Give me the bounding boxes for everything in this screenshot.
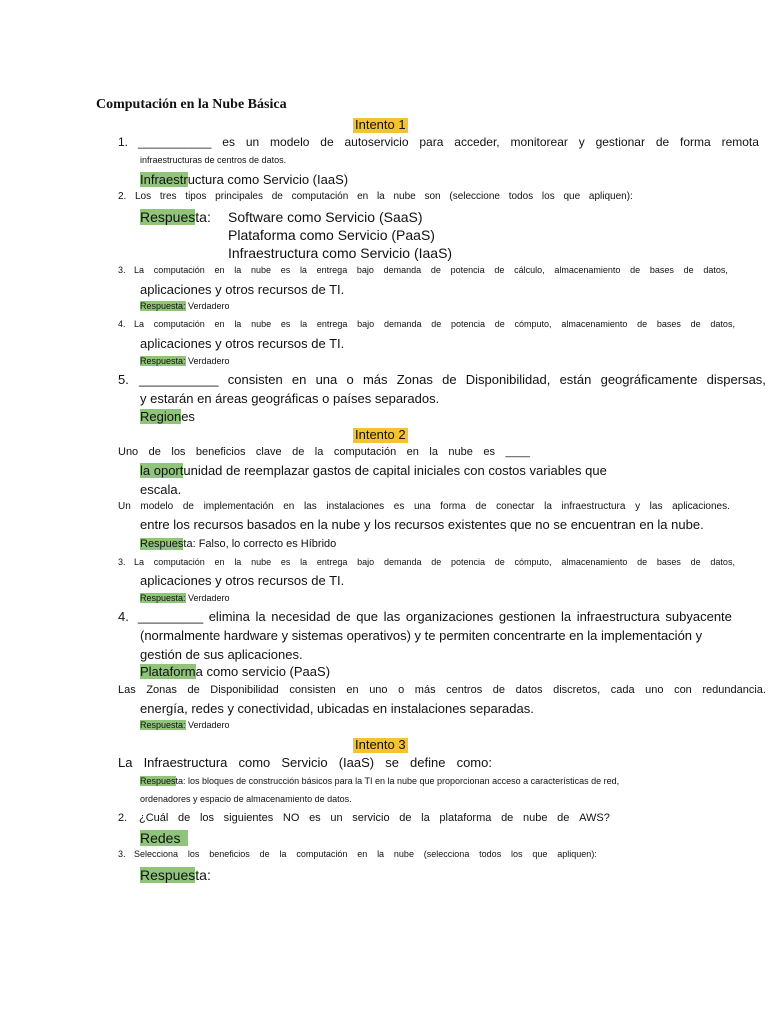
i1-q1-answer xyxy=(140,173,348,188)
word: ____ xyxy=(505,446,530,458)
word: de xyxy=(501,812,514,824)
i1-q2-answer-1: Software como Servicio (SaaS) xyxy=(228,209,423,225)
word: bajo xyxy=(357,557,375,567)
word: y xyxy=(635,501,641,512)
word: elimina xyxy=(208,609,250,624)
word: discretos, xyxy=(553,684,601,696)
word: clave xyxy=(255,446,282,458)
i2-q2-question xyxy=(118,501,730,513)
word: demanda xyxy=(383,265,422,275)
word: demanda xyxy=(383,557,422,567)
word: nube xyxy=(448,446,473,458)
i1-q5-number: 5. xyxy=(118,372,129,387)
word: están xyxy=(559,372,592,387)
i3-q2-answer xyxy=(140,830,188,846)
i1-q3-continuation: aplicaciones y otros recursos de TI. xyxy=(140,282,345,297)
i1-q1-number: 1. xyxy=(118,135,129,149)
word: almacenamiento xyxy=(561,557,628,567)
i3-q2-question xyxy=(139,812,610,825)
i2-q3-continuation: aplicaciones y otros recursos de TI. xyxy=(140,573,345,588)
i1-q2-question xyxy=(135,191,633,203)
answer-highlight: Respues xyxy=(140,776,176,786)
word: La xyxy=(134,265,145,275)
word: bases xyxy=(656,319,681,329)
i3-q3-answer-label xyxy=(140,867,211,883)
word: un xyxy=(245,135,260,149)
answer-text: ta: xyxy=(195,209,211,225)
word: es xyxy=(280,265,291,275)
word: la xyxy=(255,609,266,624)
answer-highlight: Redes xyxy=(140,830,188,846)
word: de xyxy=(336,609,351,624)
word: infraestructura xyxy=(561,501,626,512)
i2-q4-number: 4. xyxy=(118,609,129,624)
word: la xyxy=(279,849,287,859)
word: la xyxy=(544,501,552,512)
i2-q1-question xyxy=(118,446,530,459)
word: de xyxy=(187,684,200,696)
answer-text: uctura como Servicio (IaaS) xyxy=(187,172,349,187)
i2-q4-continuation: (normalmente hardware y sistemas operativos) y te permiten concentrarte en la implementación y xyxy=(140,628,703,643)
word: Uno xyxy=(118,446,139,458)
word: consisten xyxy=(289,684,336,696)
word: los xyxy=(511,849,523,859)
word: remota xyxy=(721,135,759,149)
i2-q5-answer xyxy=(140,720,230,730)
word: nube xyxy=(393,849,414,859)
word: cálculo, xyxy=(514,265,545,275)
word: almacenamiento xyxy=(554,265,621,275)
answer-highlight: Respues xyxy=(140,538,184,550)
word: ___________ xyxy=(139,372,219,387)
word: modelo xyxy=(140,501,174,512)
answer-highlight: Infraestr xyxy=(140,172,188,187)
word: potencia xyxy=(450,265,485,275)
answer-text: unidad de reemplazar gastos de capital iniciales con costos variables que xyxy=(183,463,607,478)
word: NO xyxy=(282,812,300,824)
word: entrega xyxy=(316,319,348,329)
word: apliquen): xyxy=(588,191,633,202)
word: los xyxy=(199,812,214,824)
answer-highlight: Region xyxy=(140,409,182,424)
answer-highlight: Respuesta: xyxy=(140,720,186,730)
answer-highlight: Respues xyxy=(140,209,196,225)
answer-highlight: Respuesta: xyxy=(140,593,186,603)
word: uno xyxy=(645,684,664,696)
word: de xyxy=(442,372,457,387)
word: Zonas xyxy=(396,372,433,387)
word: modelo xyxy=(270,135,310,149)
answer-text: ta: los bloques de construcción básicos para la TI en la nube que proporcionan acceso a características de red, xyxy=(175,776,620,786)
word: Los xyxy=(135,191,152,202)
word: necesidad xyxy=(271,609,331,624)
word: forma xyxy=(680,135,711,149)
word: instalaciones xyxy=(326,501,385,512)
word: es xyxy=(393,501,405,512)
word: datos, xyxy=(703,265,728,275)
word: infraestructura xyxy=(576,609,660,624)
word: tipos xyxy=(185,191,207,202)
word: bases xyxy=(656,557,681,567)
word: la xyxy=(299,265,307,275)
word: la xyxy=(314,446,324,458)
answer-text: Verdadero xyxy=(185,720,230,730)
answer-text: Verdadero xyxy=(185,301,230,311)
word: los xyxy=(171,446,186,458)
word: la xyxy=(377,849,385,859)
word: geográficamente xyxy=(600,372,698,387)
word: los xyxy=(187,849,200,859)
word: de xyxy=(557,812,570,824)
i1-q1-question xyxy=(138,136,759,150)
word: cada xyxy=(610,684,635,696)
word: implementación xyxy=(203,501,274,512)
word: es xyxy=(483,446,495,458)
word: potencia xyxy=(450,557,486,567)
answer-text: Verdadero xyxy=(185,593,230,603)
i2-q3-answer xyxy=(140,593,230,603)
word: de xyxy=(690,319,701,329)
word: o xyxy=(398,684,405,696)
i2-q3-number: 3. xyxy=(118,557,126,567)
word: de xyxy=(148,446,161,458)
word: ___________ xyxy=(138,135,212,149)
word: Las xyxy=(118,684,136,696)
answer-highlight: Respues xyxy=(140,867,196,883)
word: una xyxy=(413,501,431,512)
word: las xyxy=(649,501,663,512)
word: que xyxy=(532,849,548,859)
word: de xyxy=(292,446,305,458)
word: con xyxy=(674,684,692,696)
word: Servicio xyxy=(281,755,328,770)
word: de xyxy=(431,557,442,567)
word: consisten xyxy=(227,372,283,387)
answer-highlight: Respuesta: xyxy=(140,301,186,311)
word: cómputo, xyxy=(514,319,552,329)
word: un xyxy=(330,812,343,824)
i1-q2-answer-3: Infraestructura como Servicio (IaaS) xyxy=(228,245,453,261)
word: datos xyxy=(515,684,543,696)
i1-q4-question xyxy=(134,319,735,329)
word: de xyxy=(430,265,441,275)
word: en xyxy=(283,501,295,512)
word: organizaciones xyxy=(405,609,494,624)
word: es xyxy=(309,812,321,824)
word: beneficios xyxy=(209,849,250,859)
i2-q4-answer xyxy=(140,665,330,680)
word: se xyxy=(385,755,399,770)
i2-q2-answer xyxy=(140,538,336,551)
word: para xyxy=(419,135,444,149)
word: de xyxy=(683,265,694,275)
word: nube xyxy=(250,265,271,275)
word: en xyxy=(406,446,419,458)
word: (seleccione xyxy=(449,191,500,202)
word: de xyxy=(494,265,505,275)
word: entrega xyxy=(316,265,348,275)
word: cómputo, xyxy=(514,557,552,567)
word: computación xyxy=(153,557,205,567)
word: AWS? xyxy=(579,812,610,824)
word: ¿Cuál xyxy=(139,812,169,824)
word: La xyxy=(118,755,133,770)
word: de xyxy=(494,319,505,329)
word: de xyxy=(399,812,412,824)
word: como xyxy=(238,755,271,770)
word: los xyxy=(541,191,555,202)
word: la xyxy=(560,609,572,624)
word: de xyxy=(637,319,648,329)
word: computación xyxy=(333,446,397,458)
word: bajo xyxy=(356,265,374,275)
word: la xyxy=(376,191,385,202)
word: computación xyxy=(296,849,348,859)
i3-q3-number: 3. xyxy=(118,849,126,859)
word: nube xyxy=(393,191,416,202)
word: en xyxy=(214,265,225,275)
word: computación xyxy=(153,265,205,275)
i1-q2-number: 2. xyxy=(118,191,127,202)
word: es xyxy=(280,557,291,567)
word: en xyxy=(291,372,307,387)
word: principales xyxy=(215,191,263,202)
word: la xyxy=(234,319,242,329)
word: nube xyxy=(522,812,548,824)
word: la xyxy=(421,812,430,824)
word: de xyxy=(637,557,648,567)
word: todos xyxy=(508,191,534,202)
word: de xyxy=(492,684,506,696)
word: la xyxy=(300,319,308,329)
word: gestionar xyxy=(595,135,645,149)
i2-q4-continuation-2: gestión de sus aplicaciones. xyxy=(140,647,303,662)
word: y xyxy=(578,135,585,149)
word: de xyxy=(494,557,505,567)
word: datos, xyxy=(710,319,735,329)
word: de xyxy=(655,135,670,149)
i3-q1-answer xyxy=(140,776,619,786)
word: en xyxy=(357,191,369,202)
word: demanda xyxy=(383,319,422,329)
answer-text: Verdadero xyxy=(185,356,230,366)
word: Disponibilidad xyxy=(210,684,279,696)
word: la xyxy=(234,557,242,567)
word: gestionen xyxy=(498,609,556,624)
word: Un xyxy=(118,501,131,512)
word: es xyxy=(222,135,235,149)
word: las xyxy=(383,609,401,624)
word: subyacente xyxy=(665,609,732,624)
word: Infraestructura xyxy=(143,755,228,770)
page-title: Computación en la Nube Básica xyxy=(96,97,287,112)
answer-text: ta: xyxy=(195,867,211,883)
i2-q2-continuation: entre los recursos basados en la nube y los recursos existentes que no se encuentran en la nube. xyxy=(140,517,704,532)
word: entrega xyxy=(316,557,348,567)
word: uno xyxy=(369,684,388,696)
i1-q2-answer-2: Plataforma como Servicio (PaaS) xyxy=(228,227,435,243)
word: monitorear xyxy=(510,135,568,149)
i2-q4-question xyxy=(138,610,732,625)
word: apliquen): xyxy=(557,849,597,859)
i1-q3-answer xyxy=(140,301,230,311)
i1-q5-question xyxy=(139,373,766,388)
word: de xyxy=(271,191,283,202)
word: forma xyxy=(440,501,466,512)
intento-2-header: Intento 2 xyxy=(355,427,406,442)
word: _________ xyxy=(138,609,204,624)
word: datos, xyxy=(710,557,735,567)
i2-q1-continuation-2: escala. xyxy=(140,482,182,497)
i1-q4-answer xyxy=(140,356,230,366)
word: en xyxy=(346,684,359,696)
word: Zonas xyxy=(146,684,177,696)
word: que xyxy=(563,191,581,202)
word: (IaaS) xyxy=(338,755,375,770)
word: tres xyxy=(159,191,177,202)
word: de xyxy=(178,812,191,824)
word: de xyxy=(259,849,270,859)
word: computación xyxy=(153,319,205,329)
word: en xyxy=(214,319,225,329)
word: o xyxy=(346,372,354,387)
word: La xyxy=(134,319,145,329)
word: en xyxy=(357,849,368,859)
i1-q4-continuation: aplicaciones y otros recursos de TI. xyxy=(140,336,345,351)
word: la xyxy=(234,265,242,275)
word: nube xyxy=(251,557,272,567)
word: La xyxy=(134,557,145,567)
word: todos xyxy=(479,849,502,859)
word: que xyxy=(356,609,378,624)
word: (selecciona xyxy=(423,849,470,859)
word: de xyxy=(320,135,334,149)
i1-q2-answer-label xyxy=(140,209,211,225)
answer-text: es xyxy=(181,409,195,424)
i1-q5-continuation: y estarán en áreas geográficas o países separados. xyxy=(140,391,440,406)
word: dispersas, xyxy=(706,372,766,387)
word: de xyxy=(182,501,194,512)
i1-q3-question xyxy=(134,265,728,275)
i1-q3-number: 3. xyxy=(118,265,126,275)
word: como: xyxy=(456,755,492,770)
word: más xyxy=(414,684,436,696)
word: bases xyxy=(649,265,674,275)
word: autoservicio xyxy=(344,135,409,149)
word: centros xyxy=(446,684,483,696)
answer-text: ta: Falso, lo correcto es Híbrido xyxy=(183,538,337,550)
word: de xyxy=(690,557,701,567)
answer-text: a como servicio (PaaS) xyxy=(195,664,331,679)
i2-q5-question xyxy=(118,684,766,697)
word: es xyxy=(280,319,291,329)
word: beneficios xyxy=(195,446,246,458)
word: define xyxy=(410,755,446,770)
word: plataforma xyxy=(439,812,492,824)
word: Disponibilidad, xyxy=(465,372,551,387)
word: de xyxy=(431,319,442,329)
word: bajo xyxy=(357,319,375,329)
word: en xyxy=(214,557,225,567)
answer-highlight: Respuesta: xyxy=(140,356,186,366)
word: son xyxy=(424,191,441,202)
word: de xyxy=(475,501,487,512)
i1-q5-answer xyxy=(140,410,195,425)
intento-3-header: Intento 3 xyxy=(355,737,406,752)
word: una xyxy=(315,372,338,387)
word: de xyxy=(630,265,641,275)
word: nube xyxy=(251,319,272,329)
i2-q3-question xyxy=(134,557,735,567)
word: servicio xyxy=(352,812,390,824)
word: las xyxy=(303,501,317,512)
word: más xyxy=(362,372,388,387)
word: almacenamiento xyxy=(561,319,628,329)
i2-q5-continuation: energía, redes y conectividad, ubicadas en instalaciones separadas. xyxy=(140,701,534,716)
word: conectar xyxy=(496,501,535,512)
i3-q3-question xyxy=(134,849,597,859)
i3-q1-question xyxy=(118,756,492,771)
word: potencia xyxy=(450,319,486,329)
word: la xyxy=(429,446,438,458)
word: acceder, xyxy=(454,135,500,149)
i3-q2-number: 2. xyxy=(118,812,128,824)
intento-1-header: Intento 1 xyxy=(355,117,406,132)
answer-highlight: Plataform xyxy=(140,664,196,679)
word: Selecciona xyxy=(134,849,179,859)
i1-q4-number: 4. xyxy=(118,319,126,329)
word: aplicaciones. xyxy=(672,501,730,512)
word: siguientes xyxy=(223,812,274,824)
word: computación xyxy=(291,191,349,202)
word: redundancia. xyxy=(702,684,766,696)
answer-highlight: la oport xyxy=(140,463,184,478)
word: la xyxy=(300,557,308,567)
i3-q1-continuation: ordenadores y espacio de almacenamiento de datos. xyxy=(140,794,352,804)
i2-q1-continuation xyxy=(140,464,607,479)
i1-q1-continuation: infraestructuras de centros de datos. xyxy=(140,155,287,165)
